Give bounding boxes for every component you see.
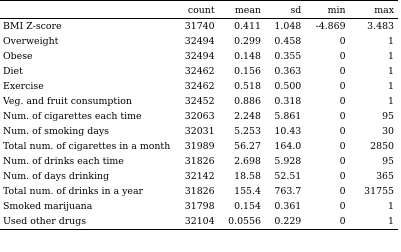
cell-variable: Num. of cigarettes each time xyxy=(3,111,142,122)
cell-min: 0 xyxy=(301,214,345,230)
cell-max: 95 xyxy=(382,156,394,167)
cell-sd: 0.318 xyxy=(274,96,302,107)
cell-max: 1 xyxy=(388,51,394,62)
cell-sd: 1.048 xyxy=(274,21,302,32)
cell-max: 3.483 xyxy=(367,21,394,32)
table-row xyxy=(0,154,398,169)
cell-variable: Used other drugs xyxy=(0,214,174,230)
cell-min: 0 xyxy=(339,141,346,152)
cell-max: 1 xyxy=(346,214,398,230)
table-row xyxy=(0,64,398,79)
cell-sd: 52.51 xyxy=(274,171,302,182)
cell-variable: Num. of days drinking xyxy=(3,171,110,182)
cell-min: 0 xyxy=(339,201,346,212)
cell-mean: 56.27 xyxy=(234,141,261,152)
cell-variable: Exercise xyxy=(3,81,44,92)
cell-mean: 0.299 xyxy=(234,36,261,47)
cell-sd: 0.500 xyxy=(274,81,302,92)
cell-variable: BMI Z-score xyxy=(3,21,62,32)
header-max: max xyxy=(346,1,398,19)
cell-count: 32452 xyxy=(184,96,215,107)
cell-max: 1 xyxy=(388,36,394,47)
table-row xyxy=(0,94,398,109)
cell-max: 1 xyxy=(388,81,394,92)
cell-variable: Total num. of drinks in a year xyxy=(3,186,144,197)
header-variable xyxy=(0,1,174,19)
cell-min: 0 xyxy=(339,186,346,197)
cell-mean: 155.4 xyxy=(234,186,261,197)
cell-count: 32462 xyxy=(184,81,215,92)
cell-count: 31826 xyxy=(184,186,215,197)
table-row xyxy=(0,169,398,184)
table-row xyxy=(0,19,398,35)
cell-mean: 2.698 xyxy=(234,156,261,167)
table-row xyxy=(0,214,398,230)
cell-min: 0 xyxy=(339,111,346,122)
header-count: count xyxy=(174,1,214,19)
cell-sd: 0.458 xyxy=(274,36,302,47)
cell-mean: 0.156 xyxy=(234,66,261,77)
cell-max: 1 xyxy=(388,96,394,107)
cell-max: 31755 xyxy=(364,186,394,197)
header-mean: mean xyxy=(215,1,261,19)
table-row xyxy=(0,49,398,64)
cell-mean: 0.518 xyxy=(234,81,261,92)
cell-max: 30 xyxy=(382,126,394,137)
cell-sd: 0.229 xyxy=(261,214,301,230)
cell-count: 32063 xyxy=(184,111,215,122)
cell-sd: 0.363 xyxy=(274,66,302,77)
cell-count: 31826 xyxy=(184,156,215,167)
cell-count: 31798 xyxy=(184,201,215,212)
cell-count: 31989 xyxy=(184,141,215,152)
cell-variable: Diet xyxy=(3,66,23,77)
table-row xyxy=(0,109,398,124)
cell-min: 0 xyxy=(339,156,346,167)
cell-min: 0 xyxy=(339,66,346,77)
cell-min: 0 xyxy=(339,126,346,137)
cell-sd: 164.0 xyxy=(274,141,302,152)
cell-variable: Num. of drinks each time xyxy=(3,156,124,167)
table-row xyxy=(0,199,398,214)
table-row xyxy=(0,79,398,94)
cell-count: 32494 xyxy=(184,51,215,62)
table-body xyxy=(0,19,398,230)
cell-variable: Num. of smoking days xyxy=(3,126,109,137)
header-sd: sd xyxy=(261,1,301,19)
cell-min: -4.869 xyxy=(315,21,346,32)
cell-count: 32104 xyxy=(174,214,214,230)
cell-min: 0 xyxy=(339,96,346,107)
cell-mean: 0.154 xyxy=(234,201,261,212)
cell-mean: 0.148 xyxy=(234,51,261,62)
cell-count: 32494 xyxy=(184,36,215,47)
cell-count: 32142 xyxy=(184,171,215,182)
cell-variable: Total num. of cigarettes in a month xyxy=(3,141,171,152)
table-row xyxy=(0,139,398,154)
table-header-row xyxy=(0,1,398,19)
cell-max: 95 xyxy=(382,111,394,122)
cell-count: 32031 xyxy=(184,126,215,137)
cell-variable: Smoked marijuana xyxy=(3,201,93,212)
table-row xyxy=(0,184,398,199)
cell-min: 0 xyxy=(339,36,346,47)
cell-sd: 763.7 xyxy=(274,186,302,197)
cell-min: 0 xyxy=(339,51,346,62)
cell-count: 31740 xyxy=(184,21,215,32)
cell-sd: 5.928 xyxy=(274,156,302,167)
cell-mean: 5.253 xyxy=(234,126,261,137)
cell-max: 365 xyxy=(376,171,394,182)
cell-count: 32462 xyxy=(184,66,215,77)
cell-max: 2850 xyxy=(370,141,394,152)
cell-variable: Veg. and fruit consumption xyxy=(3,96,132,107)
cell-mean: 0.886 xyxy=(234,96,261,107)
cell-mean: 2.248 xyxy=(234,111,261,122)
table-row xyxy=(0,34,398,49)
table-row xyxy=(0,124,398,139)
cell-sd: 0.361 xyxy=(274,201,302,212)
cell-sd: 0.355 xyxy=(274,51,302,62)
cell-max: 1 xyxy=(388,201,394,212)
cell-min: 0 xyxy=(339,171,346,182)
header-min: min xyxy=(301,1,345,19)
cell-min: 0 xyxy=(339,81,346,92)
cell-mean: 0.0556 xyxy=(215,214,261,230)
cell-sd: 10.43 xyxy=(274,126,302,137)
cell-variable: Overweight xyxy=(3,36,59,47)
cell-max: 1 xyxy=(388,66,394,77)
cell-sd: 5.861 xyxy=(274,111,302,122)
cell-mean: 0.411 xyxy=(234,21,261,32)
cell-variable: Obese xyxy=(3,51,33,62)
cell-mean: 18.58 xyxy=(234,171,261,182)
